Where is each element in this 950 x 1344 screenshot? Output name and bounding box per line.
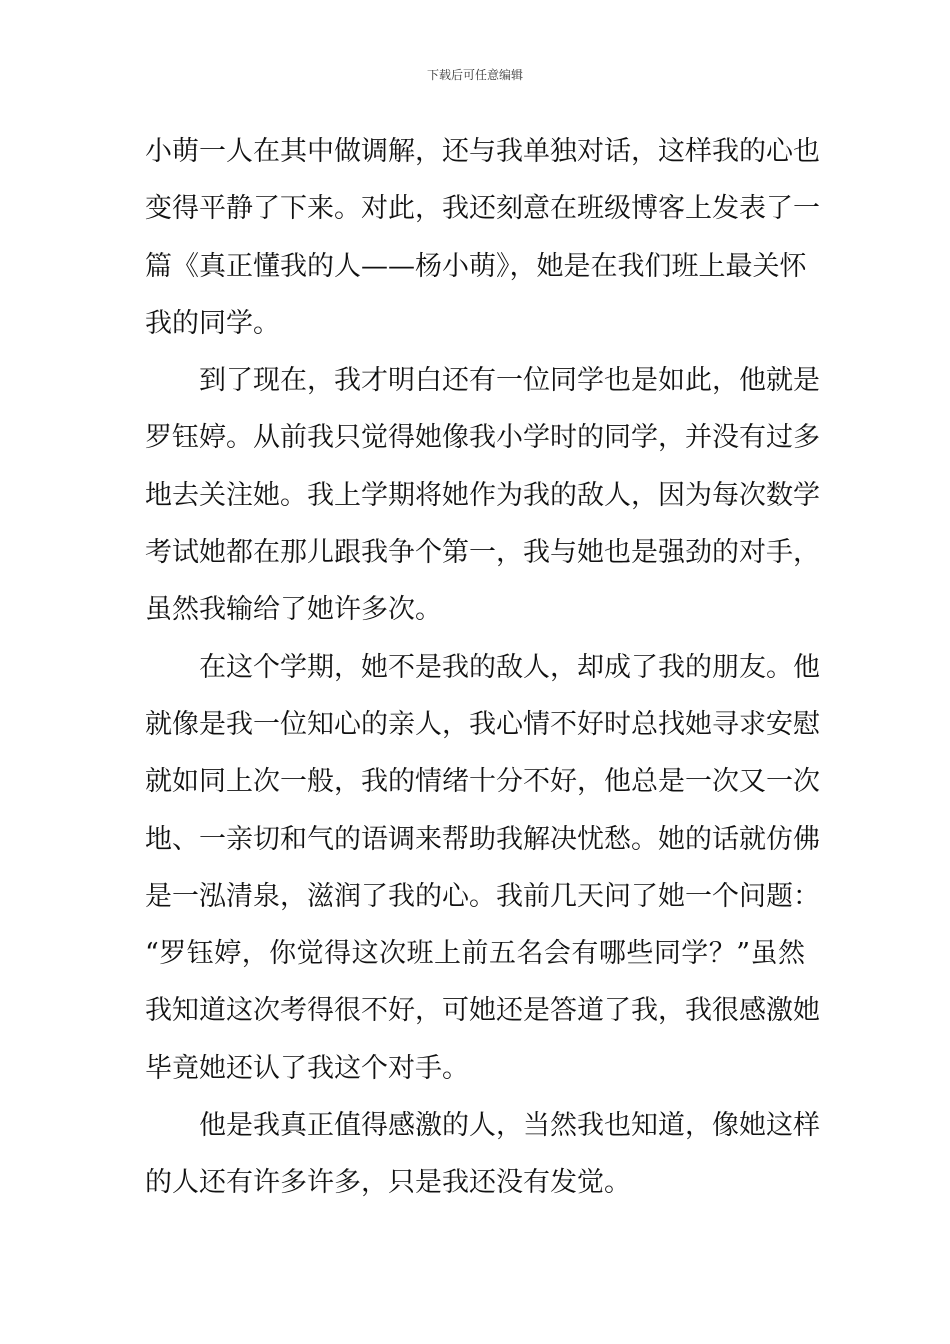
text-line: 罗钰婷。从前我只觉得她像我小学时的同学，并没有过多 [145,422,820,454]
text-line: 小萌一人在其中做调解，还与我单独对话，这样我的心也 [145,136,820,167]
text-line: 毕竟她还认了我这个对手。 [145,1052,469,1084]
text-line: 考试她都在那儿跟我争个第一，我与她也是强劲的对手， [145,537,820,569]
text-line: 地、一亲切和气的语调来帮助我解决忧愁。她的话就仿佛 [145,823,820,855]
text-line: 他是我真正值得感激的人，当然我也知道，像她这样 [199,1110,820,1142]
text-line: 变得平静了下来。对此，我还刻意在班级博客上发表了一 [145,193,820,225]
text-line: 到了现在，我才明白还有一位同学也是如此，他就是 [199,365,820,397]
text-line: 地去关注她。我上学期将她作为我的敌人，因为每次数学 [145,479,820,511]
text-line: 篇《真正懂我的人——杨小萌》，她是在我们班上最关怀 [145,250,807,282]
text-line: “罗钰婷，你觉得这次班上前五名会有哪些同学？”虽然 [145,938,805,970]
text-line: 我知道这次考得很不好，可她还是答道了我，我很感激她 [145,995,820,1027]
text-line: 我的同学。 [145,307,280,339]
text-line: 在这个学期，她不是我的敌人，却成了我的朋友。他 [199,651,820,683]
page-header: 下载后可任意编辑 [426,68,523,82]
text-line: 虽然我输给了她许多次。 [145,594,442,626]
text-line: 是一泓清泉，滋润了我的心。我前几天问了她一个问题： [145,880,820,912]
text-line: 就像是我一位知心的亲人，我心情不好时总找她寻求安慰 [145,708,820,740]
text-line: 就如同上次一般，我的情绪十分不好，他总是一次又一次 [145,766,820,798]
document-body [145,130,820,1219]
text-line: 的人还有许多许多，只是我还没有发觉。 [145,1167,631,1199]
